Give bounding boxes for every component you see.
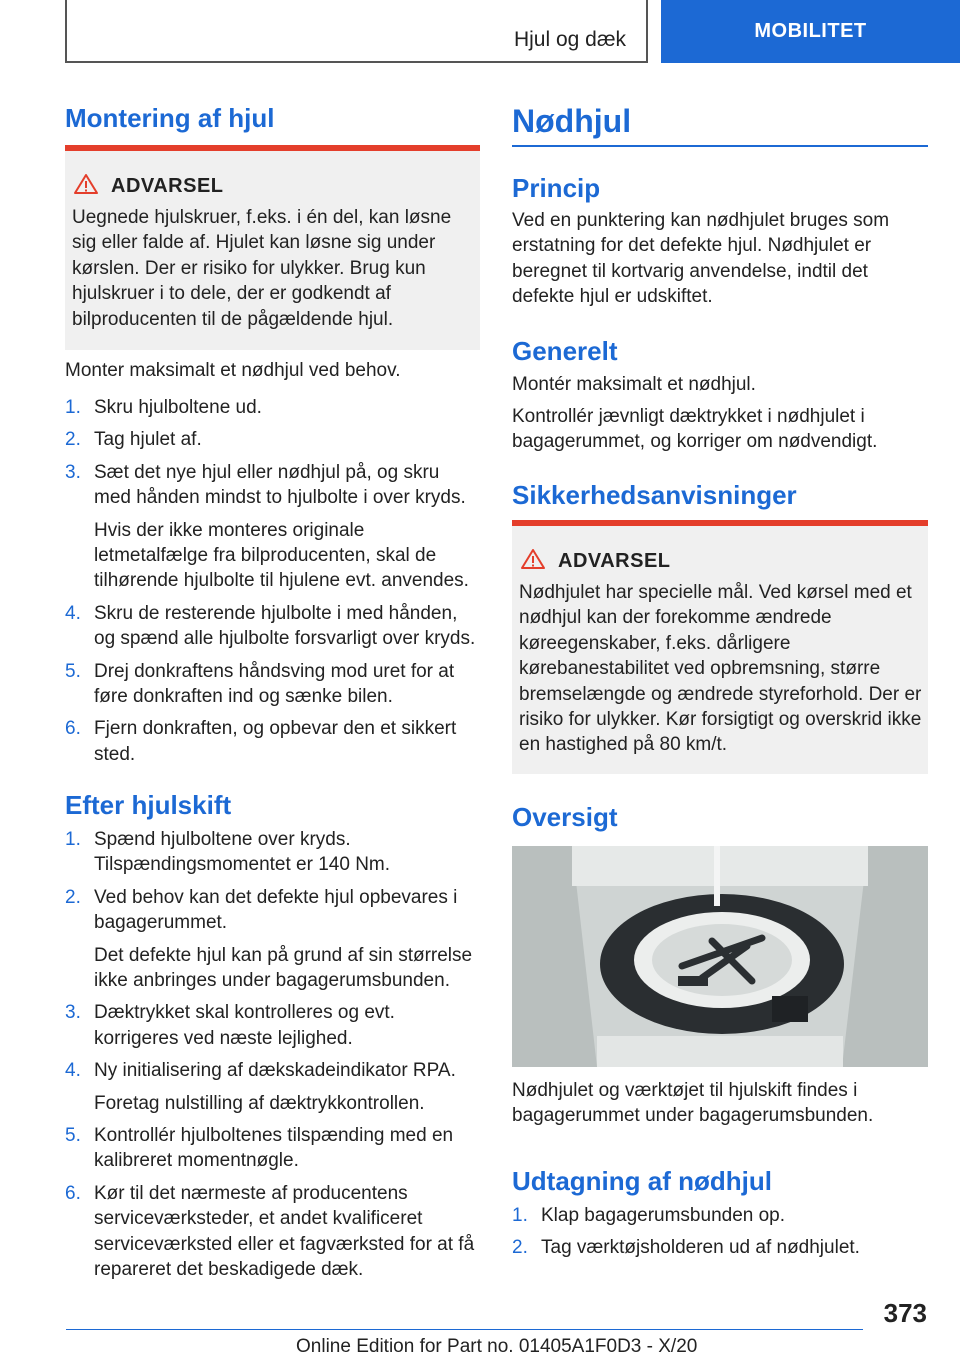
step-text: Ny initialisering af dækskadeindikator RPA. [94, 1060, 456, 1082]
step-number: 4. [65, 1060, 81, 1082]
step-number: 3. [65, 461, 81, 483]
heading-princip: Princip [512, 173, 601, 203]
list-item [512, 1235, 928, 1260]
step-text: Tag værktøjsholderen ud af nødhjulet. [541, 1237, 860, 1259]
step-text: Dæktrykket skal kontrolleres og evt. korrigeres ved næste lejlighed. [94, 1002, 395, 1049]
step-text: Kør til det nærmeste af producentens serviceværksteder, et andet kvalificeret serviceværksted eller et fagværksted for at få repareret det beskadigede dæk. [94, 1182, 475, 1281]
step-number: 1. [65, 829, 81, 850]
list-item [65, 1181, 480, 1283]
warning-box [512, 520, 928, 774]
list-item [65, 1058, 480, 1116]
step-text: Skru de resterende hjulbolte i med hånden, og spænd alle hjulbolte forsvarligt over kryds. [94, 602, 476, 650]
step-number: 6. [65, 718, 81, 740]
list-item [65, 460, 480, 594]
trunk-illustration [512, 846, 928, 1067]
step-number: 5. [65, 1125, 81, 1147]
step-number: 1. [65, 397, 81, 418]
princip-text: Ved en punktering kan nødhjulet bruges som erstatning for det defekte hjul. Nødhjulet er beregnet til kortvarig anvendelse, indtil det defekte hjul er udskiftet. [512, 210, 890, 308]
list-item [65, 659, 480, 710]
heading-montering: Montering af hjul [65, 103, 275, 133]
step-text: Drej donkraftens håndsving mod uret for at føre donkraften ind og sænke bilen. [94, 660, 455, 708]
warning-bar [65, 145, 480, 151]
step-number: 1. [512, 1205, 528, 1226]
spare-wheel-photo [512, 846, 928, 1067]
list-item [65, 427, 480, 452]
warning-title: ADVARSEL [111, 175, 224, 197]
title-rule [512, 145, 928, 147]
list-item [65, 1000, 480, 1051]
list-item [65, 827, 480, 878]
heading-generelt: Generelt [512, 336, 618, 366]
list-item [65, 885, 480, 994]
list-item [65, 601, 480, 652]
step-note: Hvis der ikke monteres originale letmetalfælge fra bilproducenten, skal de tilhørende hjulbolte til hjulene evt. anvendes. [94, 519, 469, 592]
list-item [65, 716, 480, 767]
after-steps [65, 827, 480, 1283]
section-title: Hjul og dæk [513, 28, 626, 51]
step-note: Foretag nulstilling af dæktrykkontrollen. [94, 1092, 425, 1114]
step-number: 2. [65, 886, 81, 908]
mount-intro: Monter maksimalt et nødhjul ved behov. [65, 360, 401, 381]
list-item [65, 1123, 480, 1174]
step-text: Spænd hjulboltene over kryds. Tilspændingsmomentet er 140 Nm. [94, 829, 391, 876]
step-number: 2. [65, 429, 81, 451]
page-number: 373 [883, 1298, 927, 1328]
heading-sikkerhedsanvisninger: Sikkerhedsanvisninger [512, 480, 797, 510]
warning-triangle-icon [520, 548, 546, 575]
step-number: 6. [65, 1182, 81, 1204]
generelt-text-2: Kontrollér jævnligt dæktrykket i nødhjulet i bagagerummet, og korriger om nødvendigt. [512, 406, 878, 453]
chapter-tab[interactable]: MOBILITET [661, 0, 960, 63]
step-text: Skru hjulboltene ud. [94, 397, 262, 418]
footer-edition: Online Edition for Part no. 01405A1F0D3 - X/20 [296, 1336, 698, 1357]
warning-text: Uegnede hjulskruer, f.eks. i én del, kan løsne sig eller falde af. Hjulet kan løsne sig under kørslen. Der er risiko for ulykker. Brug kun hjulskruer i to dele, der er godkendt af bilproducenten til de pågældende hjul. [72, 207, 452, 330]
step-number: 4. [65, 602, 81, 624]
list-item [512, 1203, 928, 1228]
warning-title: ADVARSEL [558, 550, 671, 572]
warning-box [65, 145, 480, 350]
mount-steps [65, 395, 480, 767]
step-text: Fjern donkraften, og opbevar den et sikkert sted. [94, 718, 457, 765]
step-text: Kontrollér hjulboltenes tilspænding med en kalibreret momentnøgle. [94, 1125, 454, 1172]
step-number: 2. [512, 1237, 528, 1259]
warning-text: Nødhjulet har specielle mål. Ved kørsel med et nødhjul kan der forekomme ændrede køreegenskaber, f.eks. dårligere kørebanestabilitet ved opbremsning, større bremselængde og ændrede styreforhold. Der er risiko for ulykker. Kør forsigtigt og overskrid ikke en hastighed på 80 km/t. [519, 582, 922, 756]
heading-oversigt: Oversigt [512, 802, 618, 832]
list-item [65, 395, 480, 420]
heading-efter-hjulskift: Efter hjulskift [65, 790, 232, 820]
footer-rule [66, 1329, 863, 1330]
warning-triangle-icon [73, 173, 99, 200]
step-text: Klap bagagerumsbunden op. [541, 1205, 786, 1226]
generelt-text-1: Montér maksimalt et nødhjul. [512, 374, 756, 395]
step-text: Sæt det nye hjul eller nødhjul på, og skru med hånden mindst to hjulbolte i over kryds. [94, 461, 466, 509]
remove-steps [512, 1203, 928, 1261]
step-number: 5. [65, 660, 81, 682]
step-text: Tag hjulet af. [94, 429, 202, 451]
step-note: Det defekte hjul kan på grund af sin størrelse ikke anbringes under bagagerumsbunden. [94, 944, 473, 992]
step-number: 3. [65, 1002, 81, 1024]
warning-bar [512, 520, 928, 526]
page-title: Nødhjul [512, 103, 632, 139]
heading-udtagning: Udtagning af nødhjul [512, 1166, 772, 1196]
photo-caption: Nødhjulet og værktøjet til hjulskift findes i bagagerummet under bagagerumsbunden. [512, 1080, 874, 1127]
step-text: Ved behov kan det defekte hjul opbevares i bagagerummet. [94, 886, 458, 934]
